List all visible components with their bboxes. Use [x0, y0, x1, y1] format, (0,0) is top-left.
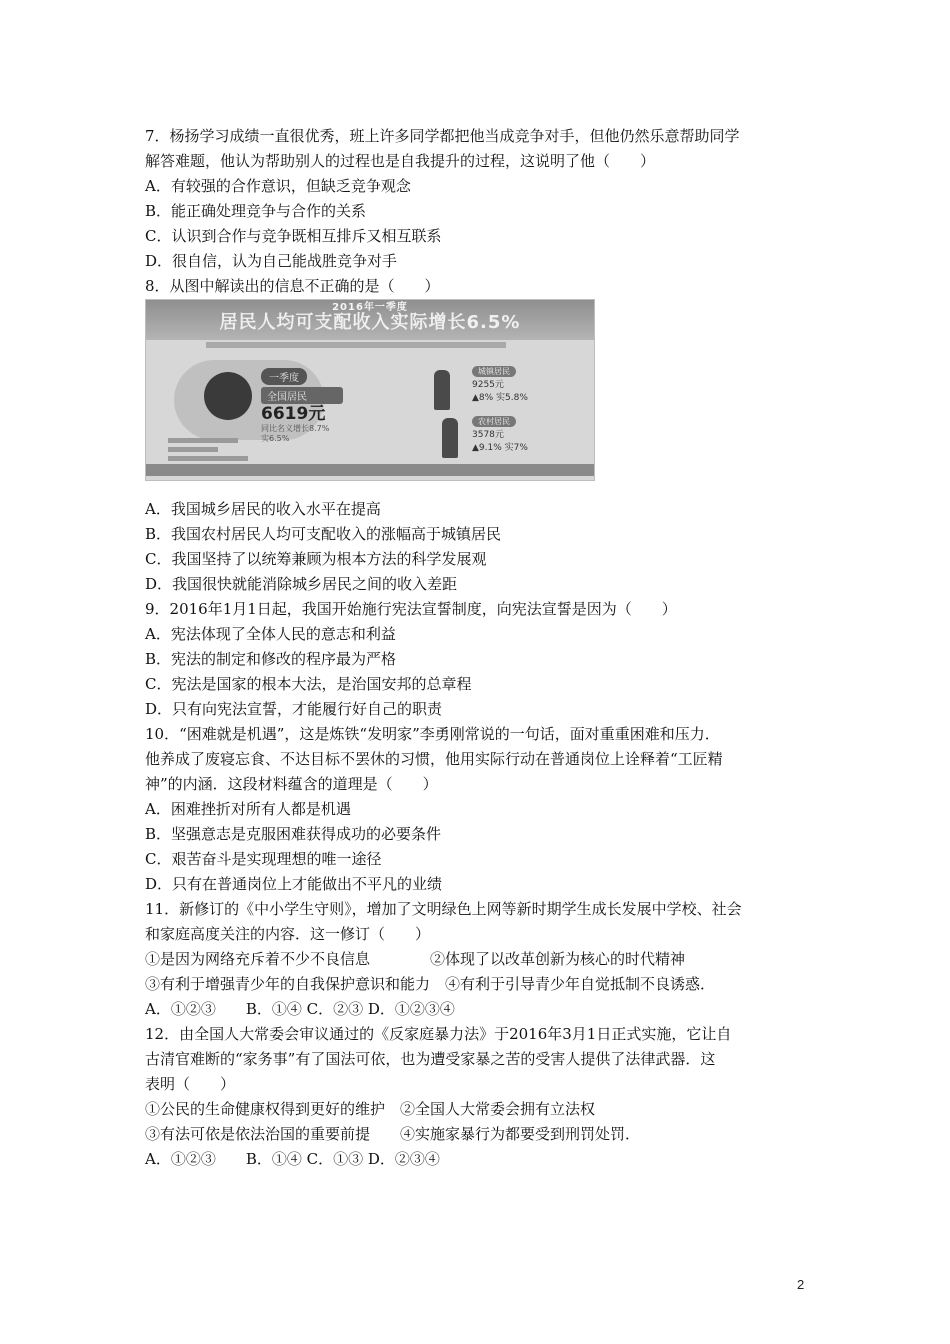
rural-label: 农村居民 [472, 416, 516, 427]
question-stem: 解答难题，他认为帮助别人的过程也是自我提升的过程，这说明了他（ ） [145, 152, 656, 170]
question-7 [145, 124, 825, 274]
infographic-subtitle-bar [206, 342, 506, 348]
statement-line: ③有利于增强青少年的自我保护意识和能力 ④有利于引导青少年自觉抵制不良诱惑． [145, 975, 716, 993]
question-stem: 表明（ ） [145, 1075, 236, 1093]
question-11 [145, 897, 825, 1022]
question-stem: 8．从图中解读出的信息不正确的是（ ） [145, 277, 440, 295]
question-stem: 他养成了废寝忘食、不达目标不罢休的习惯，他用实际行动在普通岗位上诠释着“工匠精 [145, 750, 723, 768]
globe-icon [204, 372, 252, 420]
option-a: A．宪法体现了全体人民的意志和利益 [145, 625, 396, 643]
question-stem: 神”的内涵．这段材料蕴含的道理是（ ） [145, 775, 438, 793]
option-c: C．宪法是国家的根本大法，是治国安邦的总章程 [145, 675, 472, 693]
options-line: A．①②③ B．①④ C．①③ D．②③④ [145, 1150, 440, 1168]
urban-stat [472, 366, 562, 403]
option-a: A．我国城乡居民的收入水平在提高 [145, 500, 381, 518]
rural-amount: 3578元 [472, 430, 504, 440]
question-9 [145, 597, 825, 722]
question-list [145, 124, 825, 1172]
option-d: D．只有向宪法宣誓，才能履行好自己的职责 [145, 700, 443, 718]
option-b: B．能正确处理竞争与合作的关系 [145, 202, 367, 220]
infographic-headline: 居民人均可支配收入实际增长6.5% [219, 312, 521, 333]
option-d: D．很自信，认为自己能战胜竞争对手 [145, 252, 398, 270]
options-line: A．①②③ B．①④ C．②③ D．①②③④ [145, 1000, 455, 1018]
infographic-year: 2016年一季度 [332, 302, 408, 313]
statement-line: ①是因为网络充斥着不少不良信息 ②体现了以改革创新为核心的时代精神 [145, 950, 686, 968]
question-12 [145, 1022, 825, 1172]
urban-person-icon [434, 370, 450, 410]
income-infographic [145, 299, 595, 481]
question-stem: 9．2016年1月1日起，我国开始施行宪法宣誓制度，向宪法宣誓是因为（ ） [145, 600, 677, 618]
national-income-card [261, 366, 371, 443]
option-b: B．坚强意志是克服困难获得成功的必要条件 [145, 825, 442, 843]
card-growth: 同比名义增长8.7% [261, 424, 330, 433]
option-d: D．我国很快就能消除城乡居民之间的收入差距 [145, 575, 458, 593]
infographic-legend [168, 434, 268, 465]
question-8 [145, 274, 825, 597]
question-stem: 7．杨扬学习成绩一直很优秀，班上许多同学都把他当成竞争对手，但他仍然乐意帮助同学 [145, 127, 740, 145]
infographic-footer-bar [146, 464, 594, 476]
rural-growth: ▲9.1% 实7% [472, 443, 528, 453]
question-stem: 12．由全国人大常委会审议通过的《反家庭暴力法》于2016年3月1日正式实施，它让自 [145, 1025, 732, 1043]
statement-line: ①公民的生命健康权得到更好的维护 ②全国人大常委会拥有立法权 [145, 1100, 596, 1118]
option-c: C．认识到合作与竞争既相互排斥又相互联系 [145, 227, 442, 245]
card-real-growth: 实6.5% [261, 434, 290, 443]
option-b: B．宪法的制定和修改的程序最为严格 [145, 650, 397, 668]
statement-line: ③有法可依是依法治国的重要前提 ④实施家暴行为都要受到刑罚处罚． [145, 1125, 641, 1143]
rural-stat [472, 416, 562, 453]
question-stem: 古清官难断的“家务事”有了国法可依，也为遭受家暴之苦的受害人提供了法律武器．这 [145, 1050, 716, 1068]
question-stem: 和家庭高度关注的内容．这一修订（ ） [145, 925, 431, 943]
option-c: C．艰苦奋斗是实现理想的唯一途径 [145, 850, 382, 868]
card-tag: 一季度 [261, 368, 307, 385]
question-stem: 10．“困难就是机遇”，这是炼铁“发明家”李勇刚常说的一句话，面对重重困难和压力． [145, 725, 720, 743]
urban-growth: ▲8% 实5.8% [472, 393, 528, 403]
question-10 [145, 722, 825, 897]
option-d: D．只有在普通岗位上才能做出不平凡的业绩 [145, 875, 443, 893]
rural-person-icon [442, 418, 458, 458]
urban-amount: 9255元 [472, 380, 504, 390]
urban-label: 城镇居民 [472, 366, 516, 377]
option-a: A．困难挫折对所有人都是机遇 [145, 800, 351, 818]
infographic-banner [146, 300, 594, 340]
option-c: C．我国坚持了以统筹兼顾为根本方法的科学发展观 [145, 550, 487, 568]
option-b: B．我国农村居民人均可支配收入的涨幅高于城镇居民 [145, 525, 502, 543]
card-amount: 6619元 [261, 404, 326, 424]
option-a: A．有较强的合作意识，但缺乏竞争观念 [145, 177, 411, 195]
card-tag2: 全国居民 [261, 387, 343, 404]
page-number: 2 [797, 1277, 805, 1292]
question-stem: 11．新修订的《中小学生守则》，增加了文明绿色上网等新时期学生成长发展中学校、社会 [145, 900, 742, 918]
